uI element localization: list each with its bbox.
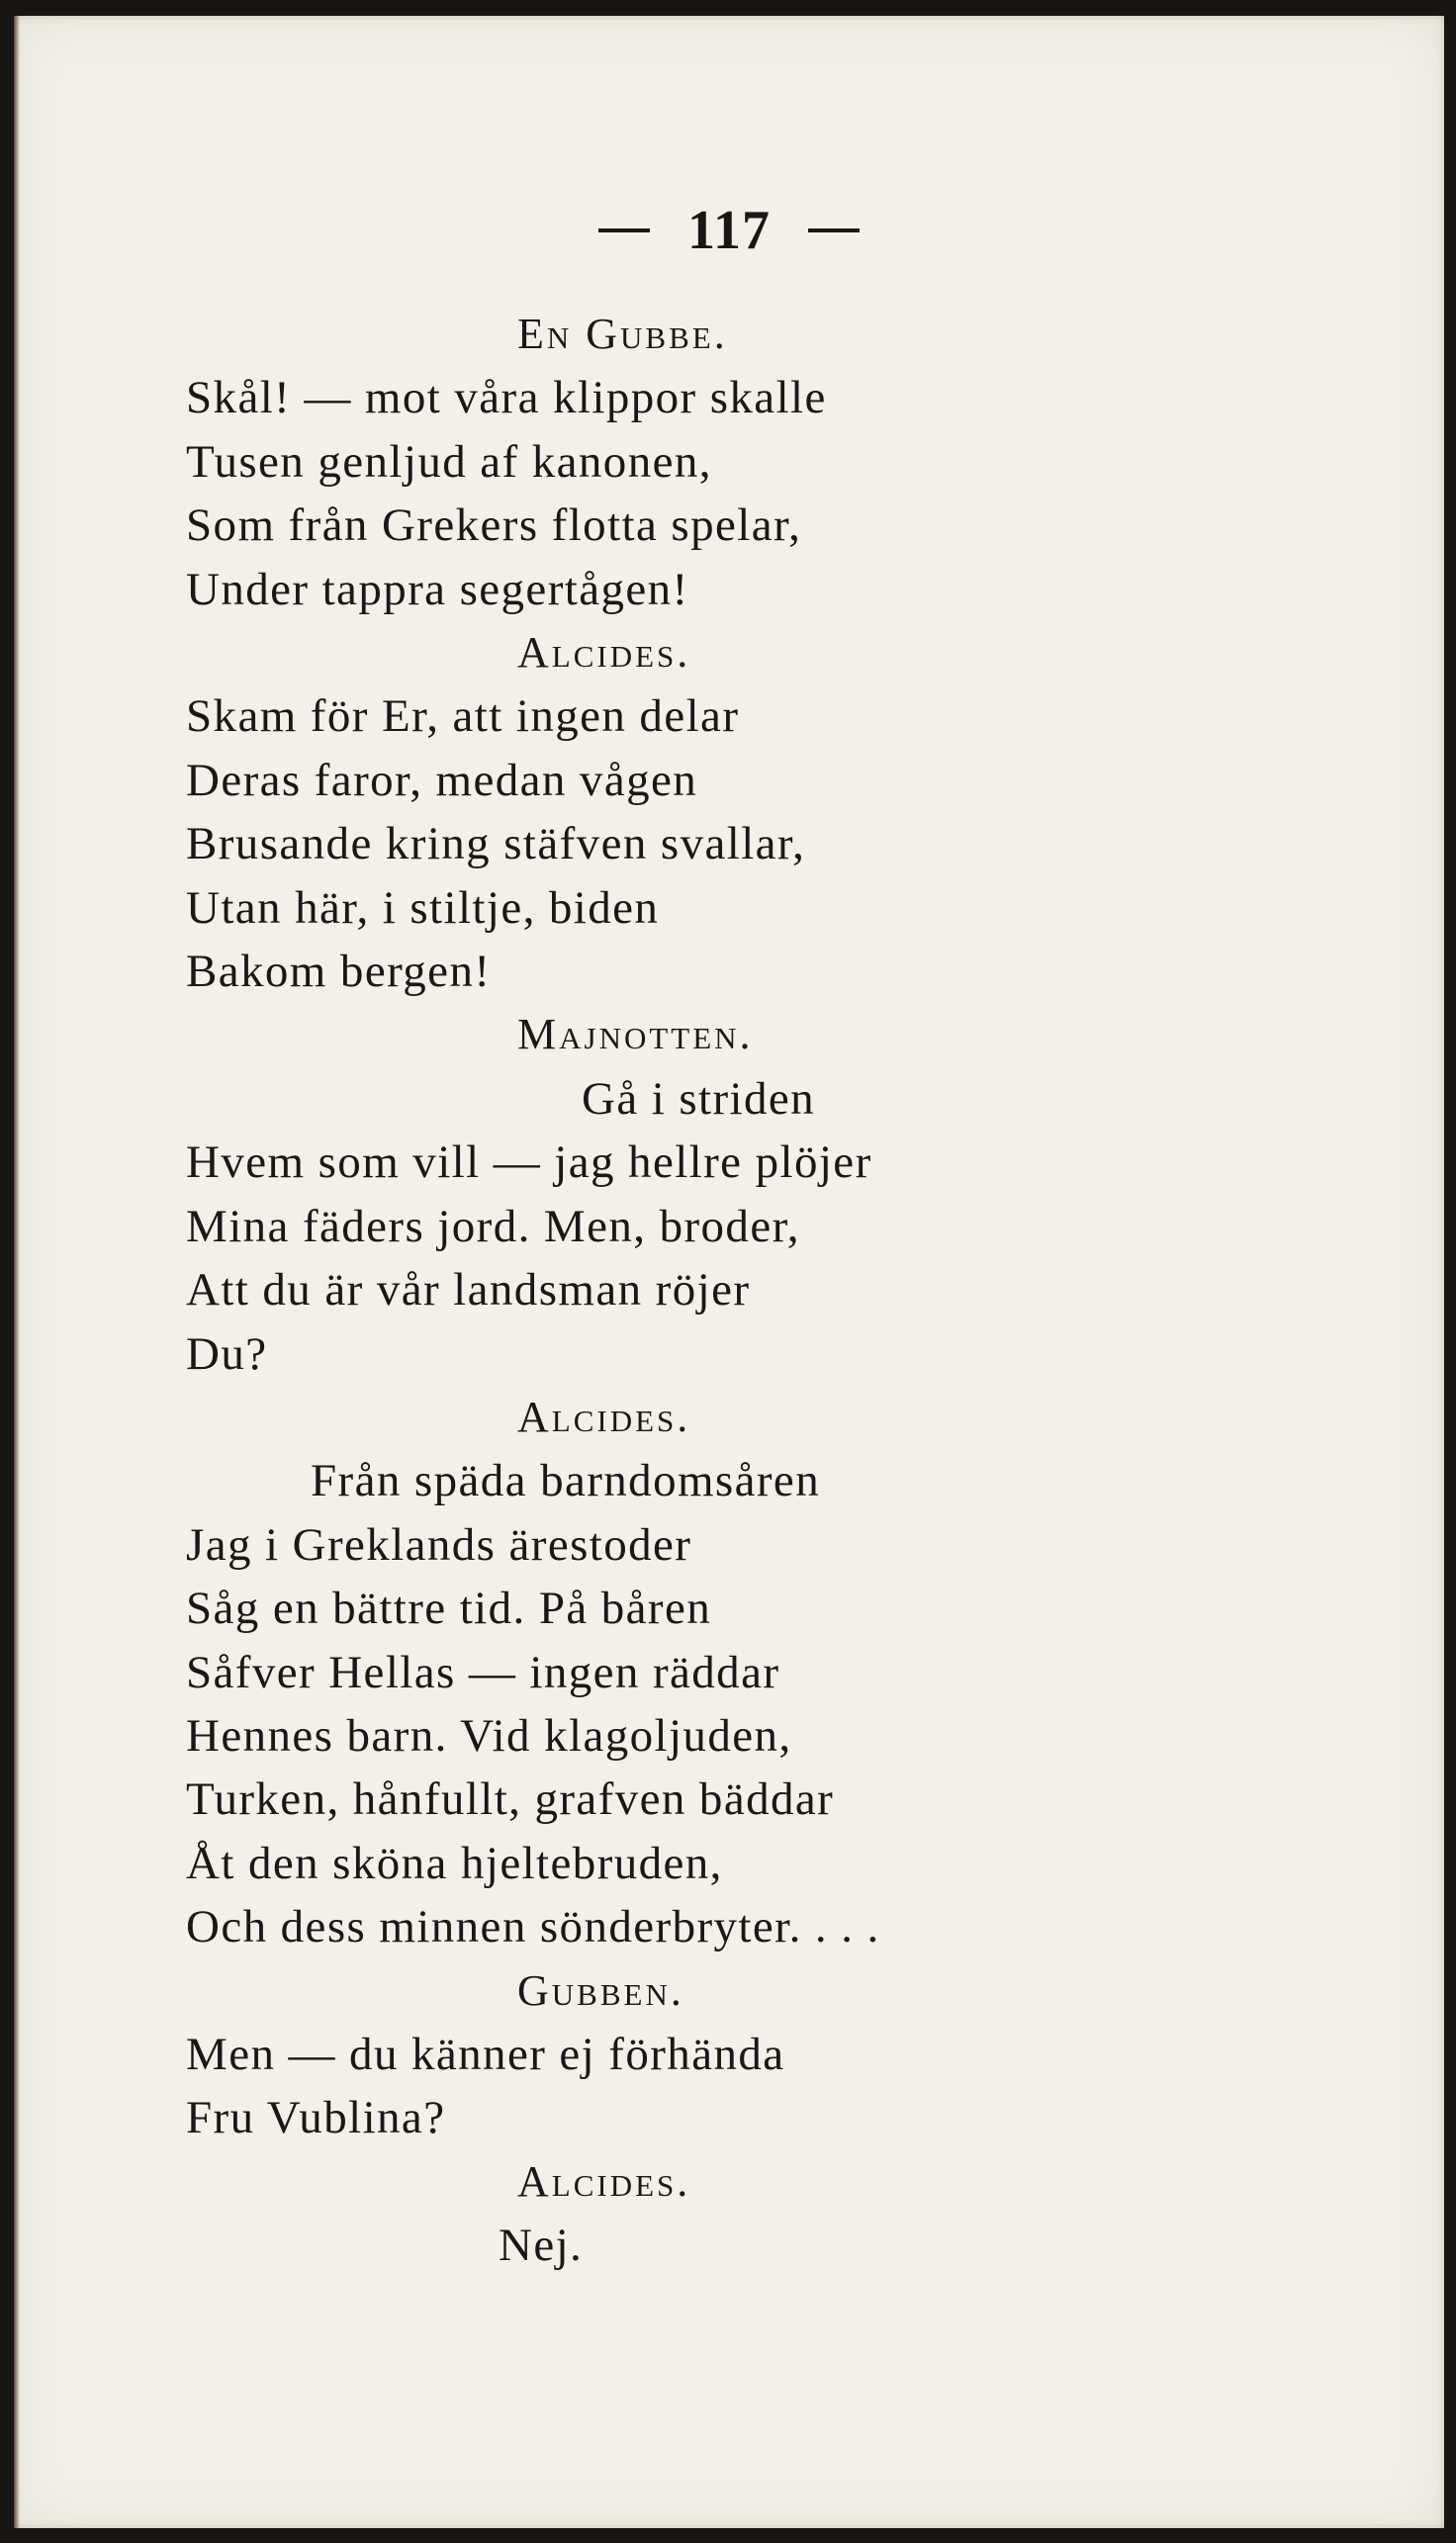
verse-line: Såfver Hellas — ingen räddar <box>186 1646 780 1698</box>
book-page <box>14 16 1444 2528</box>
speaker-heading: Alcides. <box>517 2156 691 2206</box>
verse-line: Hvem som vill — jag hellre plöjer <box>186 1136 872 1189</box>
verse-line: Och dess minnen sönderbryter. . . . <box>186 1901 880 1953</box>
verse-line: Som från Grekers flotta spelar, <box>186 500 802 552</box>
verse-line: Du? <box>186 1327 268 1380</box>
verse-line: Tusen genljud af kanonen, <box>186 435 712 488</box>
verse-line: Hennes barn. Vid klagoljuden, <box>186 1709 792 1762</box>
speaker-heading: Alcides. <box>517 1392 691 1441</box>
verse-line: Jag i Greklands ärestoder <box>186 1518 692 1571</box>
verse-line: Bakom bergen! <box>186 946 492 998</box>
page-header <box>14 199 1444 262</box>
verse-line: Mina fäders jord. Men, broder, <box>186 1200 800 1252</box>
speaker-heading: Majnotten. <box>517 1010 754 1059</box>
verse-line: Utan här, i stiltje, biden <box>186 881 660 934</box>
speaker-heading: Alcides. <box>517 628 691 678</box>
verse-line: Brusande kring stäfven svallar, <box>186 818 806 870</box>
verse-line: Turken, hånfullt, grafven bäddar <box>186 1773 835 1826</box>
verse-line: Att du är vår landsman röjer <box>186 1264 751 1317</box>
page-number: 117 <box>687 200 771 261</box>
verse-line: Under tappra segertågen! <box>186 563 689 615</box>
verse-line: Skam för Er, att ingen delar <box>186 690 740 743</box>
verse-line: Nej. <box>499 2220 584 2272</box>
verse-line: Gå i striden <box>582 1072 816 1125</box>
verse-line: Deras faror, medan vågen <box>186 754 698 806</box>
speaker-heading: Gubben. <box>517 1965 684 2015</box>
verse-line: Men — du känner ej förhända <box>186 2028 785 2080</box>
verse-line: Skål! — mot våra klippor skalle <box>186 372 827 424</box>
verse-line: Från späda barndomsåren <box>311 1455 821 1507</box>
header-dash-left <box>598 228 650 232</box>
page-edge-shadow <box>14 16 20 2528</box>
verse-line: Såg en bättre tid. På båren <box>186 1583 712 1635</box>
header-dash-right <box>808 228 860 232</box>
verse-line: Fru Vublina? <box>186 2092 446 2144</box>
speaker-heading: En Gubbe. <box>517 310 728 358</box>
verse-line: Åt den sköna hjeltebruden, <box>186 1837 723 1889</box>
poem-text <box>186 303 1076 2278</box>
